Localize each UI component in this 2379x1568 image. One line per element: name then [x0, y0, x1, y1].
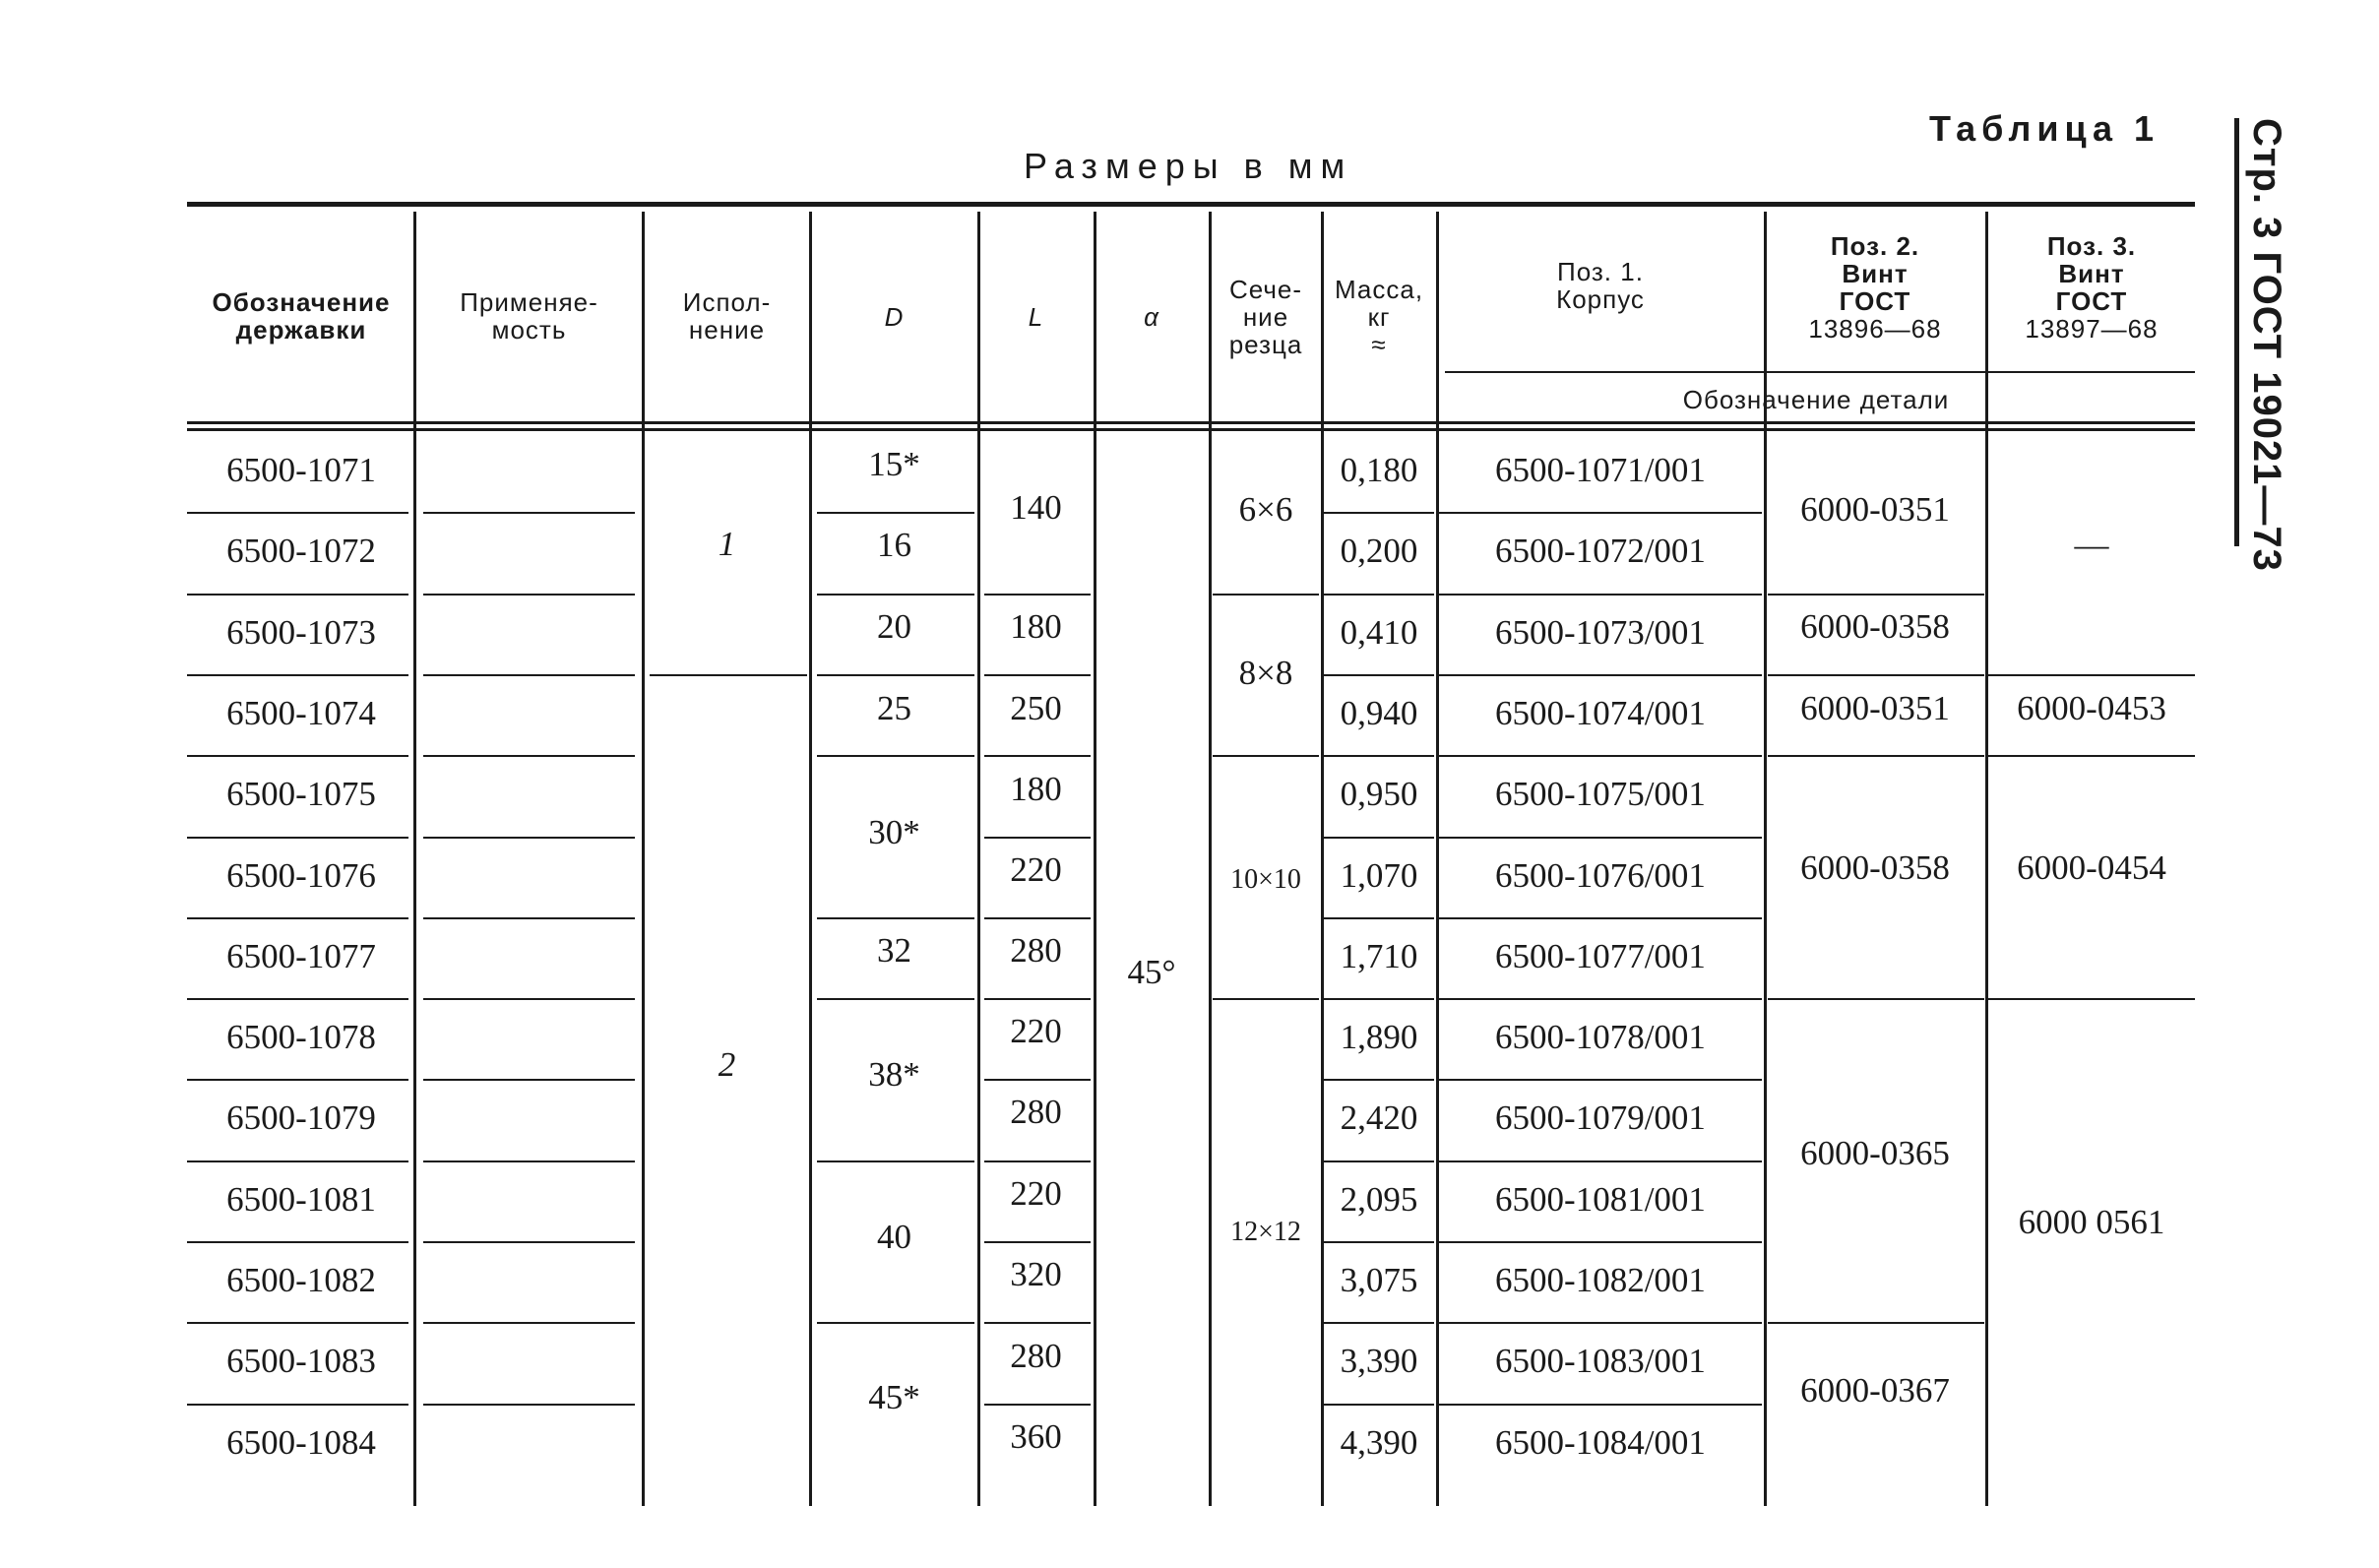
- section-value: 6×6: [1238, 490, 1293, 529]
- units-caption: Размеры в мм: [1024, 146, 1353, 186]
- pos3-value: 6000-0453: [2017, 689, 2166, 727]
- pos1-cell: 6500-1074/001: [1495, 693, 1706, 732]
- execution-value: 2: [718, 1045, 736, 1084]
- L-value: 280: [1010, 1337, 1062, 1375]
- designation-cell: 6500-1076: [226, 855, 376, 895]
- designation-cell: 6500-1081: [226, 1179, 376, 1219]
- segment-rule: [1768, 998, 1984, 1000]
- designation-cell: 6500-1072: [226, 532, 376, 571]
- mass-cell: 0,950: [1340, 775, 1418, 814]
- row-rule: [1324, 837, 1434, 839]
- segment-rule: [817, 998, 974, 1000]
- col-divider: [809, 212, 812, 1506]
- row-rule: [1324, 755, 1434, 757]
- header-L: L: [1028, 302, 1044, 332]
- designation-cell: 6500-1078: [226, 1018, 376, 1057]
- segment-rule: [817, 674, 974, 676]
- L-value: 180: [1010, 607, 1062, 646]
- segment-rule: [1768, 674, 1984, 676]
- D-value: 25: [877, 689, 911, 727]
- execution-value: 1: [718, 525, 736, 563]
- D-value: 40: [877, 1218, 911, 1256]
- segment-rule: [817, 1322, 974, 1324]
- L-value: 220: [1010, 1012, 1062, 1050]
- designation-cell: 6500-1083: [226, 1342, 376, 1381]
- col-divider: [642, 212, 645, 1506]
- segment-rule: [984, 594, 1091, 596]
- pos2-value: 6000-0351: [1800, 490, 1950, 529]
- L-value: 140: [1010, 488, 1062, 527]
- row-rule: [1324, 998, 1434, 1000]
- L-value: 280: [1010, 1093, 1062, 1131]
- row-rule: [1439, 1079, 1762, 1081]
- pos1-cell: 6500-1084/001: [1495, 1422, 1706, 1462]
- row-rule: [1324, 1404, 1434, 1406]
- D-value: 45*: [868, 1378, 920, 1416]
- row-rule: [423, 1322, 635, 1324]
- mass-cell: 1,070: [1340, 855, 1418, 895]
- designation-cell: 6500-1077: [226, 936, 376, 975]
- segment-rule: [1213, 594, 1319, 596]
- mass-cell: 2,095: [1340, 1179, 1418, 1219]
- row-rule: [1439, 998, 1762, 1000]
- L-value: 280: [1010, 931, 1062, 970]
- segment-rule: [1213, 998, 1319, 1000]
- section-value: 12×12: [1230, 1217, 1301, 1247]
- row-rule: [1324, 1241, 1434, 1243]
- designation-cell: 6500-1073: [226, 612, 376, 652]
- row-rule: [423, 1404, 635, 1406]
- pos1-cell: 6500-1071/001: [1495, 451, 1706, 489]
- segment-rule: [1988, 755, 2195, 757]
- row-rule: [423, 1160, 635, 1162]
- segment-rule: [1988, 998, 2195, 1000]
- mass-cell: 2,420: [1340, 1098, 1418, 1138]
- header-alpha: α: [1144, 302, 1159, 332]
- row-rule: [1324, 917, 1434, 919]
- row-rule: [1439, 1160, 1762, 1162]
- alpha-value: 45°: [1127, 953, 1176, 991]
- header-section: Сече- ние резца: [1228, 275, 1303, 359]
- D-value: 15*: [868, 445, 920, 483]
- row-rule: [1439, 512, 1762, 514]
- row-rule: [1439, 917, 1762, 919]
- row-rule: [1439, 755, 1762, 757]
- segment-rule: [1768, 594, 1984, 596]
- mass-cell: 1,710: [1340, 936, 1418, 975]
- row-rule: [187, 755, 408, 757]
- pos1-cell: 6500-1083/001: [1495, 1342, 1706, 1381]
- row-rule: [187, 1079, 408, 1081]
- pos1-cell: 6500-1072/001: [1495, 532, 1706, 571]
- L-value: 320: [1010, 1255, 1062, 1293]
- row-rule: [1439, 674, 1762, 676]
- row-rule: [187, 917, 408, 919]
- designation-cell: 6500-1071: [226, 451, 376, 489]
- segment-rule: [817, 755, 974, 757]
- L-value: 360: [1010, 1417, 1062, 1456]
- D-value: 38*: [868, 1055, 920, 1094]
- row-rule: [187, 1322, 408, 1324]
- pos1-cell: 6500-1073/001: [1495, 612, 1706, 652]
- pos2-value: 6000-0351: [1800, 689, 1950, 727]
- row-rule: [1439, 594, 1762, 596]
- row-rule: [1439, 1322, 1762, 1324]
- mass-cell: 0,940: [1340, 693, 1418, 732]
- row-rule: [1439, 1404, 1762, 1406]
- segment-rule: [984, 1404, 1091, 1406]
- header-mass: Масса, кг ≈: [1334, 275, 1424, 359]
- row-rule: [423, 837, 635, 839]
- section-value: 10×10: [1230, 864, 1301, 895]
- section-value: 8×8: [1238, 654, 1293, 692]
- pos2-value: 6000-0358: [1800, 848, 1950, 887]
- designation-cell: 6500-1075: [226, 775, 376, 814]
- row-rule: [187, 1160, 408, 1162]
- segment-rule: [984, 1160, 1091, 1162]
- header-bottom-rule-2: [187, 428, 2195, 431]
- segment-rule: [1768, 1322, 1984, 1324]
- row-rule: [187, 512, 408, 514]
- segment-rule: [984, 998, 1091, 1000]
- header-execution: Испол- нение: [682, 287, 772, 345]
- row-rule: [1324, 674, 1434, 676]
- D-value: 30*: [868, 813, 920, 851]
- mass-cell: 0,180: [1340, 451, 1418, 489]
- header-designation: Обозначение державки: [212, 287, 391, 345]
- pos2-value: 6000-0358: [1800, 607, 1950, 646]
- row-rule: [1324, 594, 1434, 596]
- header-pos3: Поз. 3. Винт ГОСТ 13897—68: [2025, 231, 2159, 344]
- header-pos1: Поз. 1. Корпус: [1556, 257, 1645, 314]
- row-rule: [187, 674, 408, 676]
- header-D: D: [884, 302, 905, 332]
- designation-cell: 6500-1084: [226, 1422, 376, 1462]
- row-rule: [423, 917, 635, 919]
- segment-rule: [984, 1322, 1091, 1324]
- D-value: 32: [877, 931, 911, 970]
- row-rule: [423, 755, 635, 757]
- segment-rule: [984, 837, 1091, 839]
- pos1-cell: 6500-1082/001: [1495, 1261, 1706, 1299]
- row-rule: [187, 1241, 408, 1243]
- segment-rule: [984, 1241, 1091, 1243]
- side-running-header: [2234, 118, 2343, 572]
- row-rule: [423, 1241, 635, 1243]
- row-rule: [187, 594, 408, 596]
- mass-cell: 0,410: [1340, 612, 1418, 652]
- pos1-cell: 6500-1076/001: [1495, 855, 1706, 895]
- row-rule: [423, 1079, 635, 1081]
- pos2-value: 6000-0365: [1800, 1134, 1950, 1172]
- row-rule: [1324, 1160, 1434, 1162]
- pos2-value: 6000-0367: [1800, 1371, 1950, 1410]
- row-rule: [423, 998, 635, 1000]
- row-rule: [187, 837, 408, 839]
- L-value: 220: [1010, 1174, 1062, 1213]
- pos1-cell: 6500-1075/001: [1495, 775, 1706, 814]
- col-divider: [1094, 212, 1096, 1506]
- header-applicability: Применяе- мость: [460, 287, 598, 345]
- segment-rule: [1988, 674, 2195, 676]
- segment-rule: [817, 594, 974, 596]
- mass-cell: 1,890: [1340, 1018, 1418, 1057]
- side-title: Стр. 3 ГОСТ 19021—73: [2245, 118, 2288, 572]
- row-rule: [1439, 1241, 1762, 1243]
- pos1-cell: 6500-1078/001: [1495, 1018, 1706, 1057]
- designation-cell: 6500-1074: [226, 693, 376, 732]
- segment-rule: [1213, 755, 1319, 757]
- row-rule: [1324, 1079, 1434, 1081]
- pos1-cell: 6500-1081/001: [1495, 1179, 1706, 1219]
- mass-cell: 3,075: [1340, 1261, 1418, 1299]
- table-label: Таблица 1: [1929, 108, 2160, 149]
- row-rule: [187, 1404, 408, 1406]
- row-rule: [1324, 1322, 1434, 1324]
- D-value: 20: [877, 607, 911, 646]
- header-part-designation: Обозначение детали: [1682, 385, 1950, 414]
- table-top-rule: [187, 202, 2195, 207]
- L-value: 250: [1010, 689, 1062, 727]
- designation-cell: 6500-1082: [226, 1261, 376, 1299]
- row-rule: [423, 512, 635, 514]
- mass-cell: 3,390: [1340, 1342, 1418, 1381]
- row-rule: [423, 594, 635, 596]
- part-designation-rule: [1445, 371, 2195, 373]
- header-bottom-rule-1: [187, 421, 2195, 424]
- D-value: 16: [877, 526, 911, 564]
- designation-cell: 6500-1079: [226, 1098, 376, 1138]
- mass-cell: 4,390: [1340, 1422, 1418, 1462]
- row-rule: [187, 998, 408, 1000]
- pos3-value: 6000 0561: [2018, 1203, 2165, 1241]
- L-value: 180: [1010, 770, 1062, 808]
- mass-cell: 0,200: [1340, 532, 1418, 571]
- segment-rule: [817, 1160, 974, 1162]
- side-rule: [2234, 118, 2239, 546]
- col-divider: [1209, 212, 1212, 1506]
- header-pos2: Поз. 2. Винт ГОСТ 13896—68: [1808, 231, 1942, 344]
- row-rule: [423, 674, 635, 676]
- segment-rule: [984, 1079, 1091, 1081]
- segment-rule: [984, 917, 1091, 919]
- row-rule: [1324, 512, 1434, 514]
- segment-rule: [650, 674, 807, 676]
- row-rule: [1439, 837, 1762, 839]
- col-divider: [413, 212, 416, 1506]
- segment-rule: [817, 917, 974, 919]
- L-value: 220: [1010, 850, 1062, 889]
- segment-rule: [817, 512, 974, 514]
- pos3-value: —: [2074, 526, 2109, 564]
- pos1-cell: 6500-1079/001: [1495, 1098, 1706, 1138]
- segment-rule: [1768, 755, 1984, 757]
- pos3-value: 6000-0454: [2017, 848, 2166, 887]
- segment-rule: [984, 674, 1091, 676]
- segment-rule: [984, 755, 1091, 757]
- pos1-cell: 6500-1077/001: [1495, 936, 1706, 975]
